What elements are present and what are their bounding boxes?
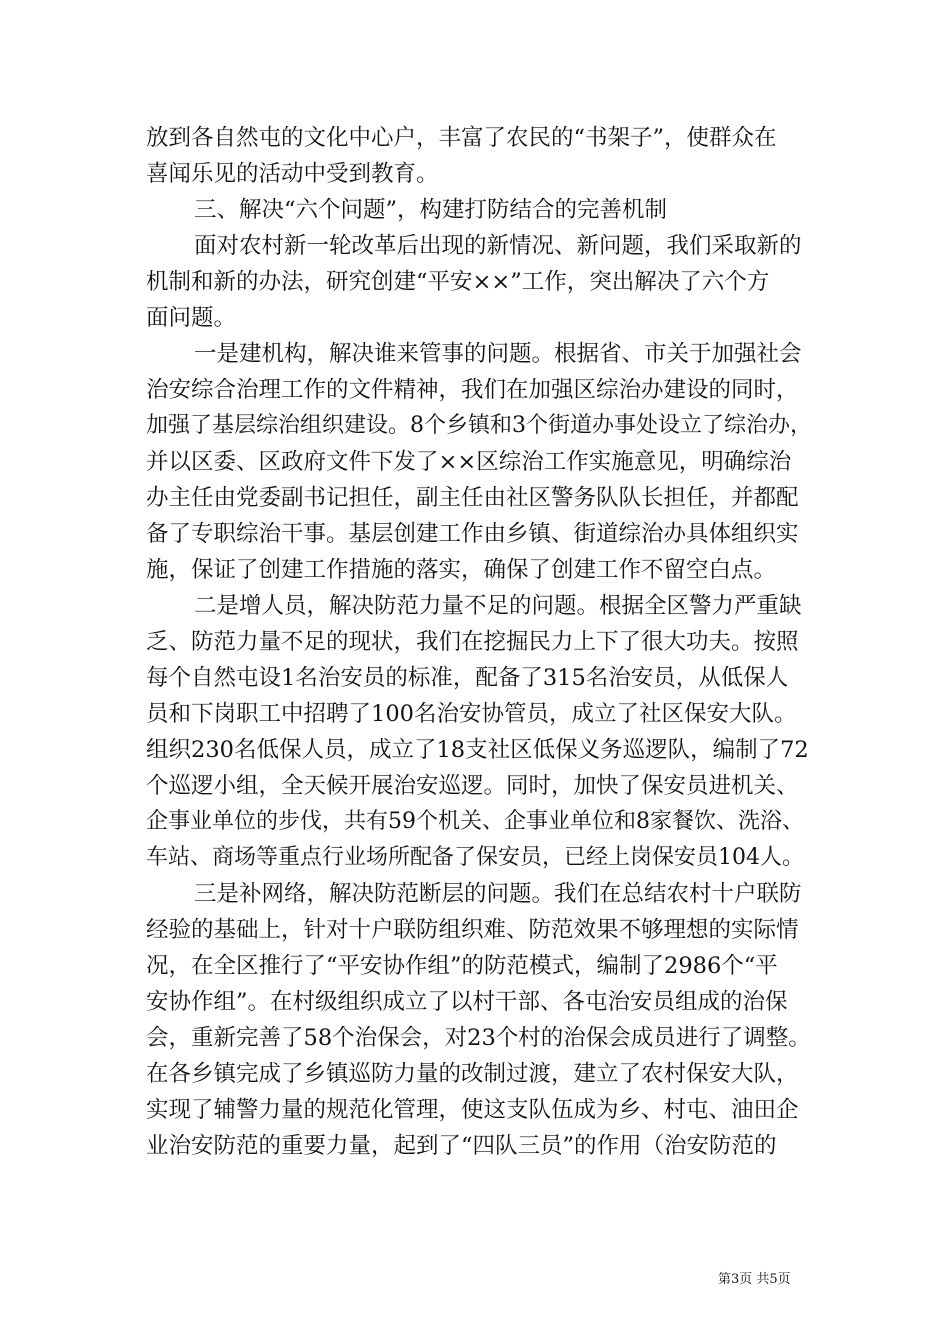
text-line: 备了专职综治干事。基层创建工作由乡镇、街道综治办具体组织实 — [146, 521, 799, 547]
text-line: 三是补网络，解决防范断层的问题。我们在总结农村十户联防 — [194, 881, 802, 907]
text-line: 个巡逻小组，全天候开展治安巡逻。同时，加快了保安员进机关、 — [146, 773, 799, 799]
text-line: 实现了辅警力量的规范化管理，使这支队伍成为乡、村屯、油田企 — [146, 1097, 799, 1123]
text-line: 治安综合治理工作的文件精神，我们在加强区综治办建设的同时， — [146, 377, 799, 403]
text-line: 喜闻乐见的活动中受到教育。 — [146, 161, 439, 187]
text-line: 况，在全区推行了“平安协作组”的防范模式，编制了2986个“平 — [146, 953, 778, 979]
text-line: 办主任由党委副书记担任，副主任由社区警务队队长担任，并都配 — [146, 485, 799, 511]
text-line: 面问题。 — [146, 305, 237, 331]
text-line: 面对农村新一轮改革后出现的新情况、新问题，我们采取新的 — [194, 233, 802, 259]
text-line: 并以区委、区政府文件下发了××区综治工作实施意见，明确综治 — [146, 449, 792, 475]
text-line: 加强了基层综治组织建设。8个乡镇和3个街道办事处设立了综治办， — [146, 413, 812, 438]
page-number: 第3页 共5页 — [718, 1272, 791, 1287]
text-line: 安协作组”。在村级组织成立了以村干部、各屯治安员组成的治保 — [146, 989, 788, 1015]
text-line: 乏、防范力量不足的现状，我们在挖掘民力上下了很大功夫。按照 — [146, 629, 799, 655]
text-line: 每个自然屯设1名治安员的标准，配备了315名治安员，从低保人 — [146, 665, 789, 691]
text-line: 业治安防范的重要力量，起到了“四队三员”的作用（治安防范的 — [146, 1133, 777, 1159]
text-line: 经验的基础上，针对十户联防组织难、防范效果不够理想的实际情 — [146, 917, 799, 943]
text-line: 机制和新的办法，研究创建“平安××”工作，突出解决了六个方 — [146, 269, 770, 295]
text-line: 员和下岗职工中招聘了100名治安协管员，成立了社区保安大队。 — [146, 701, 797, 727]
section-heading: 三、解决“六个问题”，构建打防结合的完善机制 — [194, 197, 668, 223]
text-line: 一是建机构，解决谁来管事的问题。根据省、市关于加强社会 — [194, 341, 802, 367]
text-line: 施，保证了创建工作措施的落实，确保了创建工作不留空白点。 — [146, 557, 777, 583]
text-line: 在各乡镇完成了乡镇巡防力量的改制过渡，建立了农村保安大队， — [146, 1061, 799, 1087]
text-line: 车站、商场等重点行业场所配备了保安员，已经上岗保安员104人。 — [146, 845, 804, 870]
text-line: 会，重新完善了58个治保会，对23个村的治保会成员进行了调整。 — [146, 1025, 811, 1051]
text-line: 组织230名低保人员，成立了18支社区低保义务巡逻队，编制了72 — [146, 737, 809, 763]
text-line: 放到各自然屯的文化中心户，丰富了农民的“书架子”，使群众在 — [146, 125, 777, 151]
text-line: 二是增人员，解决防范力量不足的问题。根据全区警力严重缺 — [194, 593, 802, 619]
text-line: 企事业单位的步伐，共有59个机关、企事业单位和8家餐饮、洗浴、 — [146, 809, 804, 834]
